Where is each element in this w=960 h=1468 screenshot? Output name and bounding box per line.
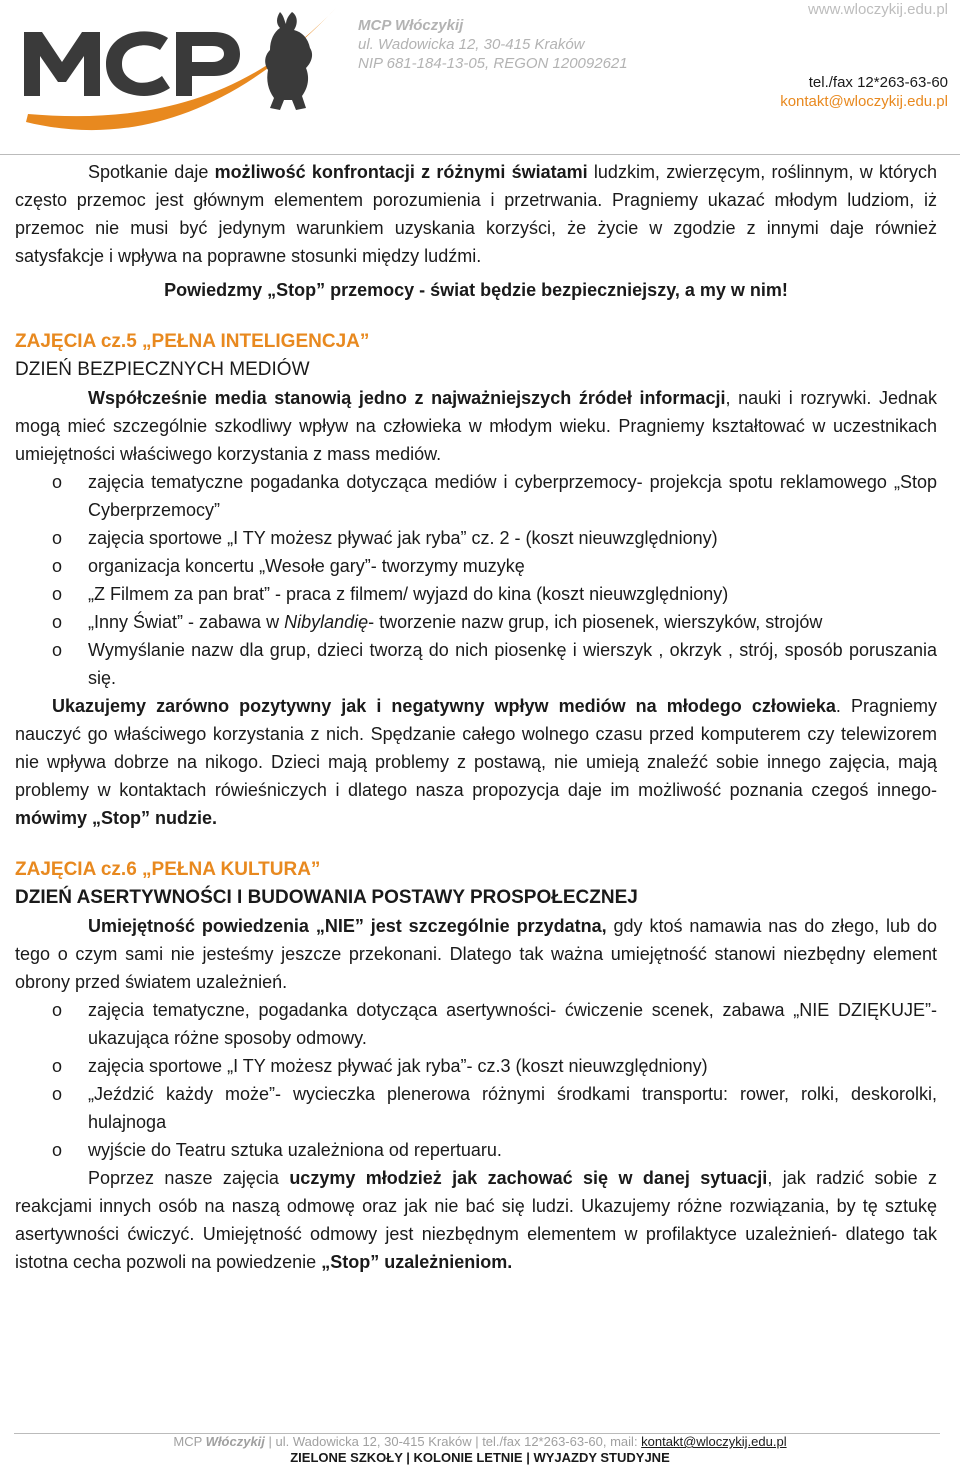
bullet-icon: o — [52, 640, 63, 660]
footer-company-name: Włóczykij — [205, 1434, 265, 1449]
bullet-icon: o — [52, 528, 63, 548]
section5-activity-list — [15, 468, 937, 692]
section6-p2-bold: uczymy młodzież jak zachować się w danej sytuacji — [289, 1168, 768, 1188]
intro-text-c: ludzkim, zwierzęcym, roślinnym, w których często przemoc jest głównym elementem porozumienia i przetrwania. Pragniemy ukazać młodym ludziom, iż przemoc nie musi być jedynym warunkiem uzyskania korzyści, że życie w zgodzie z innymi daje również satysfakcje i wpływa na poprawne stosunki między ludźmi. — [15, 162, 937, 266]
header-divider — [0, 154, 960, 155]
header-email-link[interactable]: kontakt@wloczykij.edu.pl — [780, 93, 948, 110]
section5-p1-bold: Współcześnie media stanowią jedno z najważniejszych źródeł informacji — [88, 388, 726, 408]
section6-subtitle: DZIEŃ ASERTYWNOŚCI I BUDOWANIA POSTAWY PROSPOŁECZNEJ — [15, 887, 638, 908]
footer-email-link[interactable]: kontakt@wloczykij.edu.pl — [641, 1434, 787, 1449]
section6-p2-bold-end: „Stop” uzależnieniom. — [321, 1252, 513, 1272]
header-website-link[interactable]: www.wloczykij.edu.pl — [807, 1, 948, 18]
bullet-icon: o — [52, 556, 63, 576]
header-company-info — [358, 16, 628, 73]
list-item: o zajęcia tematyczne pogadanka dotycząca mediów i cyberprzemocy- projekcja spotu reklamowego „Stop Cyberprzemocy” — [15, 468, 937, 524]
section5-paragraph-2: Ukazujemy zarówno pozytywny jak i negatywny wpływ mediów na młodego człowieka. Pragniemy nauczyć go właściwego korzystania z nich. Spędzanie całego wolnego czasu przed komputerem czy telewizorem nie wpływa dobrze na nikogo. Dzieci mają problemy z postawą, nie umieją znaleźć sobie innego zajęcia, mają problemy w kontaktach rówieśniczych i dlatego nasza propozycja daje im możliwość poznania czegoś innego- mówimy „Stop” nudzie. — [15, 696, 937, 828]
section5-paragraph-1 — [15, 384, 937, 468]
header-company-name: MCP Włóczykij — [358, 17, 464, 34]
intro-slogan — [15, 276, 937, 304]
mcp-logo — [18, 4, 348, 136]
list-item: o organizacja koncertu „Wesołe gary”- tworzymy muzykę — [15, 552, 937, 580]
page-footer — [0, 1434, 960, 1466]
footer-tagline: ZIELONE SZKOŁY | KOLONIE LETNIE | WYJAZDY STUDYJNE — [290, 1450, 670, 1465]
section6-activity-list — [15, 996, 937, 1164]
slogan-text: Powiedzmy „Stop” przemocy - świat będzie bezpieczniejszy, a my w nim! — [164, 280, 788, 300]
section6-title: ZAJĘCIA cz.6 „PEŁNA KULTURA” — [15, 859, 321, 880]
bullet-icon: o — [52, 1084, 63, 1104]
bullet-icon: o — [52, 1140, 63, 1160]
section6-paragraph-1: Umiejętność powiedzenia „NIE” jest szczególnie przydatna, gdy ktoś namawia nas do złego, lub do tego o czym sami nie jesteśmy jeszcze przekonani. Dlatego tak ważna umiejętność stanowi niezbędny element obrony przed światem uzależnień. — [15, 916, 938, 992]
section5-p2-bold: Ukazujemy zarówno pozytywny jak i negatywny wpływ mediów na młodego człowieka — [52, 696, 836, 716]
header-address: ul. Wadowicka 12, 30-415 Kraków — [358, 36, 585, 53]
bullet-icon: o — [52, 612, 63, 632]
page-header — [0, 0, 960, 156]
bullet-icon: o — [52, 1056, 63, 1076]
list-item: o zajęcia sportowe „I TY możesz pływać jak ryba” cz. 2 - (koszt nieuwzględniony) — [15, 524, 937, 552]
section5-title: ZAJĘCIA cz.5 „PEŁNA INTELIGENCJA” — [15, 331, 370, 352]
bullet-icon: o — [52, 472, 63, 492]
section5-p2-bold-end: mówimy „Stop” nudzie. — [15, 808, 218, 828]
bullet-icon: o — [52, 1000, 63, 1020]
list-item: o „Jeździć każdy może”- wycieczka plenerowa różnymi środkami transportu: rower, rolki, deskorolki, hulajnoga — [15, 1080, 937, 1136]
section5-subtitle: DZIEŃ BEZPIECZNYCH MEDIÓW — [15, 359, 310, 380]
section6-p1-bold: Umiejętność powiedzenia „NIE” jest szczególnie przydatna, — [88, 916, 607, 936]
header-contact-info — [780, 0, 948, 111]
list-item: o Wymyślanie nazw dla grup, dzieci tworzą do nich piosenkę i wierszyk , okrzyk , strój, sposób poruszania się. — [15, 636, 937, 692]
intro-paragraph — [15, 158, 937, 270]
section5-p1-text: , nauki i rozrywki. Jednak mogą mieć szczególnie szkodliwy wpływ na człowieka w młodym wieku. Pragniemy kształtować w uczestnikach umiejętności właściwego korzystania z mass mediów. — [15, 388, 938, 464]
list-item: o „Z Filmem za pan brat” - praca z filmem/ wyjazd do kina (koszt nieuwzględniony) — [15, 580, 937, 608]
footer-contact: tel./fax 12*263-63-60, mail: — [482, 1434, 642, 1449]
bullet-icon: o — [52, 584, 63, 604]
list-item: o wyjście do Teatru sztuka uzależniona od repertuaru. — [15, 1136, 937, 1164]
intro-text-bold: możliwość konfrontacji z różnymi światami — [214, 162, 588, 182]
section6-paragraph-2: Poprzez nasze zajęcia uczymy młodzież jak zachować się w danej sytuacji, jak radzić sobie z reakcjami innych osób na naszą odmowę oraz jak nie bać się ludzi. Ukazujemy różne rozwiązania, by tę sztukę asertywności ćwiczyć. Umiejętność odmowy jest niezbędnym elementem w profilaktyce uzależnień- dlatego tak istotna cecha pozwoli na powiedzenie „Stop” uzależnieniom. — [15, 1168, 937, 1272]
intro-text-a: Spotkanie daje — [88, 162, 215, 182]
document-body — [15, 158, 937, 1276]
header-registry: NIP 681-184-13-05, REGON 120092621 — [358, 55, 628, 72]
header-phone: tel./fax 12*263-63-60 — [808, 74, 948, 91]
footer-address: ul. Wadowicka 12, 30-415 Kraków — [275, 1434, 472, 1449]
list-item: o zajęcia sportowe „I TY możesz pływać jak ryba”- cz.3 (koszt nieuwzględniony) — [15, 1052, 937, 1080]
list-item: o „Inny Świat” - zabawa w Nibylandię- tworzenie nazw grup, ich piosenek, wierszyków, strojów — [15, 608, 937, 636]
footer-line-1: MCP Włóczykij | ul. Wadowicka 12, 30-415 Kraków | tel./fax 12*263-63-60, mail: kontakt@wloczykij.edu.pl — [173, 1434, 787, 1449]
list-item: o zajęcia tematyczne, pogadanka dotycząca asertywności- ćwiczenie scenek, zabawa „NIE DZIĘKUJE”- ukazująca różne sposoby odmowy. — [15, 996, 937, 1052]
